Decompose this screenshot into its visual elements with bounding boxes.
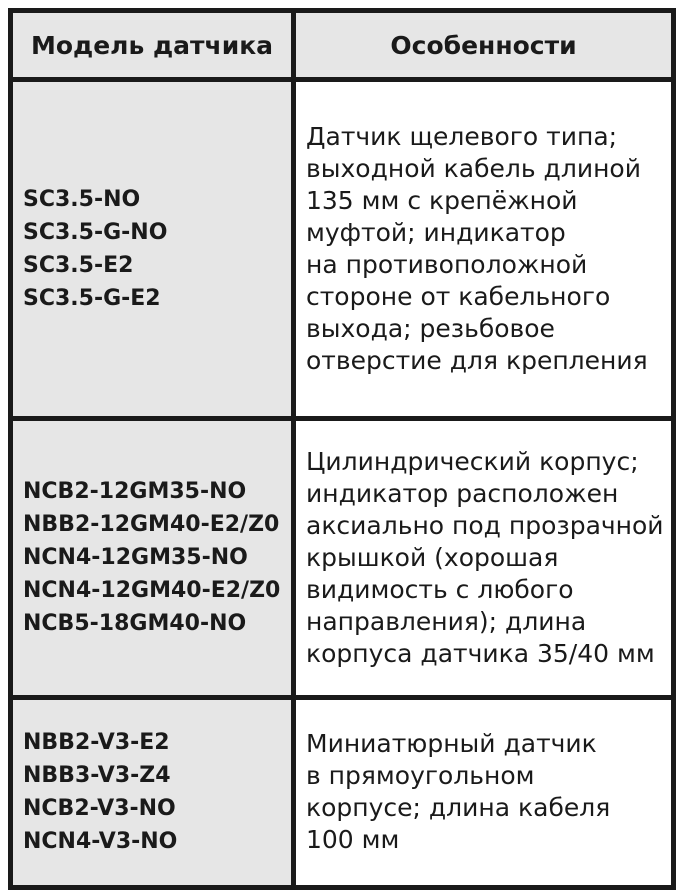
features-text: Цилиндрический корпус; индикатор расположен аксиально под прозрачной крышкой (хорошая видимость с любого направления); длина корпуса датчика 35/40 мм xyxy=(306,446,664,668)
model-name: NCB2-12GM35-NO xyxy=(23,479,247,505)
features-cell xyxy=(294,697,672,885)
model-name: NCN4-V3-NO xyxy=(23,829,178,855)
model-name: SC3.5-NO xyxy=(23,187,141,213)
model-name: NCN4-12GM40-E2/Z0 xyxy=(23,578,281,604)
sensor-table xyxy=(13,13,671,885)
model-cell xyxy=(13,80,294,419)
model-name: SC3.5-E2 xyxy=(23,253,134,279)
model-cell xyxy=(13,697,294,885)
model-name: NBB2-V3-E2 xyxy=(23,730,170,756)
table-row xyxy=(13,697,671,885)
table-row xyxy=(13,419,671,698)
model-name: NCB5-18GM40-NO xyxy=(23,611,247,637)
features-text: Миниатюрный датчик в прямоугольном корпусе; длина кабеля 100 мм xyxy=(306,729,611,855)
features-cell xyxy=(294,419,672,698)
header-model: Модель датчика xyxy=(13,13,294,80)
sensor-table-frame xyxy=(8,8,676,890)
header-features: Особенности xyxy=(294,13,672,80)
table-header-row xyxy=(13,13,671,80)
table-row xyxy=(13,80,671,419)
model-cell xyxy=(13,419,294,698)
model-name: SC3.5-G-E2 xyxy=(23,286,161,312)
model-name: NCN4-12GM35-NO xyxy=(23,545,248,571)
features-cell xyxy=(294,80,672,419)
model-name: NCB2-V3-NO xyxy=(23,796,176,822)
features-text: Датчик щелевого типа; выходной кабель длиной 135 мм с крепёжной муфтой; индикатор на противоположной стороне от кабельного выхода; резьбовое отверстие для крепления xyxy=(306,122,648,376)
model-name: NBB3-V3-Z4 xyxy=(23,763,171,789)
model-name: SC3.5-G-NO xyxy=(23,220,168,246)
model-name: NBB2-12GM40-E2/Z0 xyxy=(23,512,280,538)
